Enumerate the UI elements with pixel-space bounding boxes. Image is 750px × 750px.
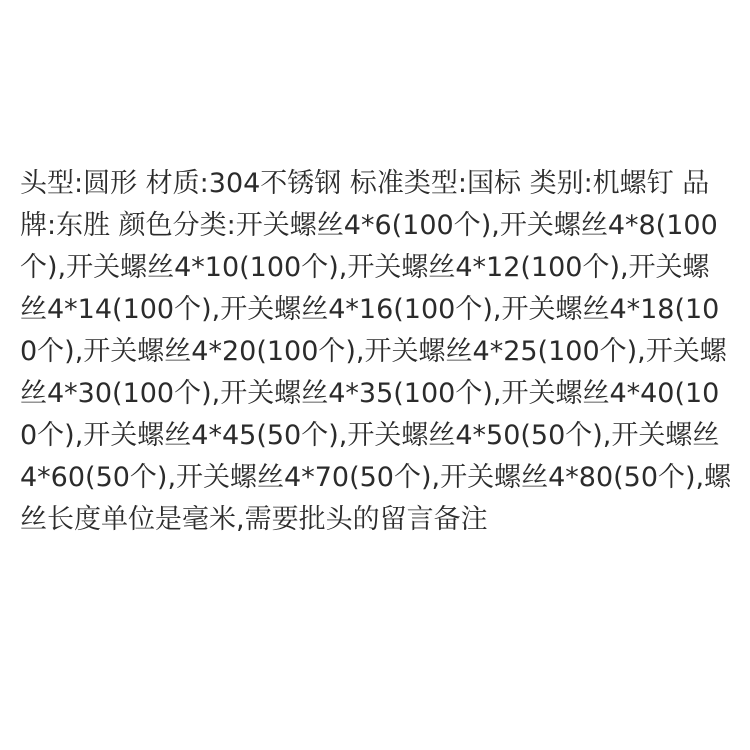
product-spec-text: 头型:圆形 材质:304不锈钢 标准类型:国标 类别:机螺钉 品牌:东胜 颜色分类:开关螺丝4*6(100个),开关螺丝4*8(100个),开关螺丝4*10(100个),开关螺丝4*12(100个),开关螺丝4*14(100个),开关螺丝4*16(100个),开关螺丝4*18(100个),开关螺丝4*20(100个),开关螺丝4*25(100个),开关螺丝4*30(100个),开关螺丝4*35(100个),开关螺丝4*40(100个),开关螺丝4*45(50个),开关螺丝4*50(50个),开关螺丝4*60(50个),开关螺丝4*70(50个),开关螺丝4*80(50个),螺丝长度单位是毫米,需要批头的留言备注 — [20, 168, 732, 535]
product-spec-block — [20, 136, 732, 568]
